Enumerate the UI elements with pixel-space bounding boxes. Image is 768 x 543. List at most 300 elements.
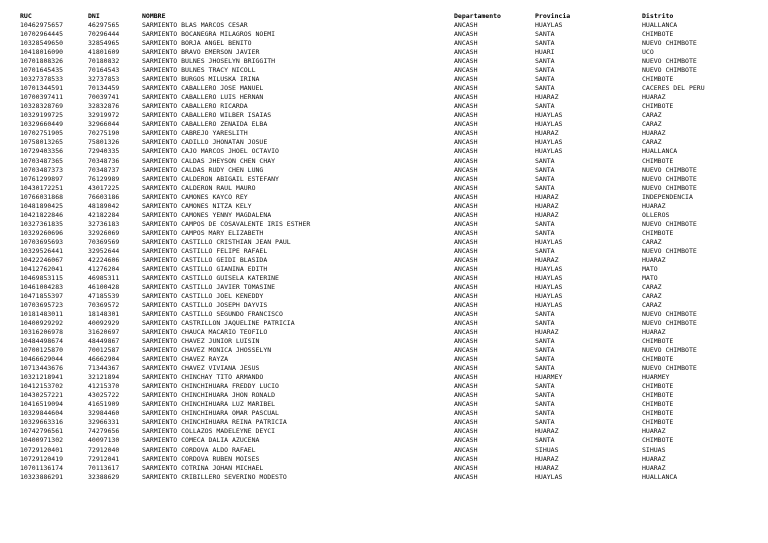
cell-departamento: ANCASH <box>454 328 478 337</box>
cell-distrito: NUEVO CHIMBOTE <box>642 246 697 255</box>
cell-departamento: ANCASH <box>454 436 478 445</box>
table-row <box>0 464 768 473</box>
cell-departamento: ANCASH <box>454 391 478 400</box>
cell-ruc: 10328328769 <box>20 102 64 111</box>
cell-distrito: CHIMBOTE <box>642 400 674 409</box>
cell-dni: 70180832 <box>88 57 120 66</box>
cell-dni: 32388629 <box>88 472 120 481</box>
cell-provincia: HUAYLAS <box>535 264 563 273</box>
cell-nombre: SARMIENTO CASTILLO GIANINA EDITH <box>142 264 268 273</box>
cell-ruc: 10729403356 <box>20 147 64 156</box>
cell-nombre: SARMIENTO CABALLERO RICARDA <box>142 102 248 111</box>
cell-ruc: 10316206978 <box>20 328 64 337</box>
cell-nombre: SARMIENTO CHINCHIHUARA FREDDY LUCIO <box>142 382 279 391</box>
cell-dni: 32966331 <box>88 418 120 427</box>
cell-dni: 71344367 <box>88 364 120 373</box>
cell-dni: 32737853 <box>88 75 120 84</box>
table-row <box>0 292 768 301</box>
cell-provincia: SANTA <box>535 346 555 355</box>
cell-departamento: ANCASH <box>454 192 478 201</box>
table-row <box>0 328 768 337</box>
cell-ruc: 10400929292 <box>20 319 64 328</box>
cell-distrito: MATO <box>642 273 658 282</box>
cell-distrito: UCO <box>642 48 654 57</box>
table-row <box>0 238 768 247</box>
table-row <box>0 283 768 292</box>
cell-dni: 72912040 <box>88 445 120 454</box>
cell-distrito: INDEPENDENCIA <box>642 192 693 201</box>
table-row <box>0 21 768 30</box>
cell-provincia: HUAYLAS <box>535 147 563 156</box>
cell-distrito: NUEVO CHIMBOTE <box>642 66 697 75</box>
cell-ruc: 10703487365 <box>20 156 64 165</box>
cell-ruc: 10481890425 <box>20 201 64 210</box>
cell-distrito: NUEVO CHIMBOTE <box>642 183 697 192</box>
cell-departamento: ANCASH <box>454 418 478 427</box>
cell-distrito: CARAZ <box>642 282 662 291</box>
table-row <box>0 446 768 455</box>
table-row <box>0 93 768 102</box>
cell-departamento: ANCASH <box>454 319 478 328</box>
cell-provincia: SANTA <box>535 75 555 84</box>
cell-departamento: ANCASH <box>454 472 478 481</box>
cell-nombre: SARMIENTO CORDOVA ALDO RAFAEL <box>142 445 256 454</box>
cell-provincia: SANTA <box>535 174 555 183</box>
cell-ruc: 10412762041 <box>20 264 64 273</box>
cell-dni: 74279656 <box>88 427 120 436</box>
cell-departamento: ANCASH <box>454 66 478 75</box>
table-row <box>0 355 768 364</box>
cell-provincia: HUAYLAS <box>535 273 563 282</box>
cell-ruc: 10701808326 <box>20 57 64 66</box>
cell-ruc: 10418016090 <box>20 48 64 57</box>
cell-departamento: ANCASH <box>454 409 478 418</box>
table-row <box>0 418 768 427</box>
cell-provincia: HUARAZ <box>535 192 559 201</box>
cell-departamento: ANCASH <box>454 39 478 48</box>
cell-ruc: 10462975657 <box>20 21 64 30</box>
cell-provincia: SANTA <box>535 246 555 255</box>
cell-dni: 32926069 <box>88 228 120 237</box>
cell-nombre: SARMIENTO CASTILLO GUISELA KATERINE <box>142 273 279 282</box>
cell-ruc: 10703487373 <box>20 165 64 174</box>
cell-distrito: HUARAZ <box>642 201 666 210</box>
table-body <box>0 21 768 482</box>
cell-departamento: ANCASH <box>454 84 478 93</box>
cell-nombre: SARMIENTO CABALLERO WILBER ISAIAS <box>142 111 272 120</box>
cell-provincia: SANTA <box>535 156 555 165</box>
table-row <box>0 175 768 184</box>
cell-distrito: HUALLANCA <box>642 147 678 156</box>
cell-departamento: ANCASH <box>454 129 478 138</box>
cell-provincia: HUARAZ <box>535 93 559 102</box>
cell-departamento: ANCASH <box>454 337 478 346</box>
cell-departamento: ANCASH <box>454 219 478 228</box>
cell-nombre: SARMIENTO CASTRILLON JAQUELINE PATRICIA <box>142 319 295 328</box>
cell-ruc: 10761299897 <box>20 174 64 183</box>
cell-provincia: HUARMEY <box>535 373 563 382</box>
table-row <box>0 75 768 84</box>
cell-departamento: ANCASH <box>454 400 478 409</box>
cell-nombre: SARMIENTO CAMPOS DE COSAVALENTE IRIS ESTHER <box>142 219 311 228</box>
cell-departamento: ANCASH <box>454 364 478 373</box>
cell-nombre: SARMIENTO CASTILLO GEIDI BLASIDA <box>142 255 268 264</box>
cell-nombre: SARMIENTO CHINCHIHUARA REINA PATRICIA <box>142 418 287 427</box>
cell-dni: 70369569 <box>88 237 120 246</box>
cell-dni: 70369572 <box>88 301 120 309</box>
cell-ruc: 10713443676 <box>20 364 64 373</box>
cell-ruc: 10758013265 <box>20 138 64 147</box>
cell-ruc: 10700125870 <box>20 346 64 355</box>
cell-distrito: CHIMBOTE <box>642 436 674 445</box>
cell-ruc: 10701344591 <box>20 84 64 93</box>
cell-distrito: CHIMBOTE <box>642 75 674 84</box>
table-row <box>0 409 768 418</box>
cell-departamento: ANCASH <box>454 21 478 30</box>
cell-nombre: SARMIENTO CALDAS JHEYSON CHEN CHAY <box>142 156 276 165</box>
cell-dni: 41215370 <box>88 382 120 391</box>
cell-distrito: HUARAZ <box>642 255 666 264</box>
cell-ruc: 10703695723 <box>20 301 64 309</box>
cell-dni: 40092929 <box>88 319 120 328</box>
cell-dni: 48189042 <box>88 201 120 210</box>
cell-ruc: 10702964445 <box>20 30 64 39</box>
cell-distrito: HUALLANCA <box>642 21 678 30</box>
cell-provincia: HUAYLAS <box>535 472 563 481</box>
cell-distrito: CHIMBOTE <box>642 382 674 391</box>
cell-nombre: SARMIENTO CAMONES NITZA KELY <box>142 201 252 210</box>
cell-provincia: SANTA <box>535 66 555 75</box>
cell-distrito: HUARAZ <box>642 463 666 472</box>
cell-distrito: HUARAZ <box>642 427 666 436</box>
cell-provincia: HUARAZ <box>535 463 559 472</box>
cell-departamento: ANCASH <box>454 237 478 246</box>
cell-distrito: CHIMBOTE <box>642 30 674 39</box>
cell-nombre: SARMIENTO BLAS MARCOS CESAR <box>142 21 248 30</box>
cell-provincia: SANTA <box>535 39 555 48</box>
table-row <box>0 84 768 93</box>
table-row <box>0 111 768 120</box>
table-row <box>0 193 768 202</box>
cell-departamento: ANCASH <box>454 264 478 273</box>
cell-provincia: HUAYLAS <box>535 301 563 309</box>
cell-distrito: OLLEROS <box>642 210 670 219</box>
cell-provincia: SANTA <box>535 57 555 66</box>
column-header-nombre: NOMBRE <box>142 12 166 20</box>
cell-nombre: SARMIENTO CALDERON ABIGAIL ESTEFANY <box>142 174 279 183</box>
cell-departamento: ANCASH <box>454 228 478 237</box>
cell-distrito: CARAZ <box>642 120 662 129</box>
cell-departamento: ANCASH <box>454 346 478 355</box>
cell-dni: 48449867 <box>88 337 120 346</box>
cell-dni: 70039741 <box>88 93 120 102</box>
table-row <box>0 337 768 346</box>
cell-departamento: ANCASH <box>454 373 478 382</box>
cell-ruc: 10430257221 <box>20 391 64 400</box>
cell-nombre: SARMIENTO CHINCHIHUARA LUZ MARIBEL <box>142 400 276 409</box>
table-row <box>0 274 768 283</box>
cell-ruc: 10766031868 <box>20 192 64 201</box>
cell-provincia: SANTA <box>535 364 555 373</box>
cell-dni: 32966044 <box>88 120 120 129</box>
table-row <box>0 364 768 373</box>
cell-provincia: SANTA <box>535 409 555 418</box>
cell-nombre: SARMIENTO BORJA ANGEL BENITO <box>142 39 252 48</box>
cell-provincia: HUARAZ <box>535 210 559 219</box>
cell-ruc: 10328549650 <box>20 39 64 48</box>
cell-departamento: ANCASH <box>454 273 478 282</box>
column-header-dni: DNI <box>88 12 100 20</box>
table-row <box>0 319 768 328</box>
cell-departamento: ANCASH <box>454 102 478 111</box>
cell-ruc: 10430172251 <box>20 183 64 192</box>
cell-dni: 46985311 <box>88 273 120 282</box>
cell-provincia: SANTA <box>535 391 555 400</box>
cell-distrito: NUEVO CHIMBOTE <box>642 57 697 66</box>
cell-distrito: CHIMBOTE <box>642 418 674 427</box>
cell-dni: 32832876 <box>88 102 120 111</box>
cell-departamento: ANCASH <box>454 282 478 291</box>
cell-nombre: SARMIENTO COLLAZOS MADELEYNE DEYCI <box>142 427 276 436</box>
cell-dni: 41276204 <box>88 264 120 273</box>
table-row <box>0 301 768 310</box>
cell-provincia: SANTA <box>535 319 555 328</box>
cell-nombre: SARMIENTO BULNES TRACY NICOLL <box>142 66 256 75</box>
cell-provincia: HUAYLAS <box>535 120 563 129</box>
cell-departamento: ANCASH <box>454 138 478 147</box>
cell-dni: 70164543 <box>88 66 120 75</box>
cell-distrito: NUEVO CHIMBOTE <box>642 319 697 328</box>
cell-nombre: SARMIENTO CASTILLO CRISTHIAN JEAN PAUL <box>142 237 291 246</box>
cell-dni: 76129989 <box>88 174 120 183</box>
cell-provincia: HUAYLAS <box>535 291 563 300</box>
cell-distrito: HUARAZ <box>642 129 666 138</box>
cell-distrito: MATO <box>642 264 658 273</box>
cell-ruc: 10329260696 <box>20 228 64 237</box>
cell-ruc: 10327361835 <box>20 219 64 228</box>
table-row <box>0 455 768 464</box>
cell-nombre: SARMIENTO CHAVEZ MONICA JHOSSELYN <box>142 346 272 355</box>
cell-provincia: SANTA <box>535 436 555 445</box>
cell-provincia: HUARAZ <box>535 427 559 436</box>
cell-ruc: 10729120401 <box>20 445 64 454</box>
cell-dni: 41801609 <box>88 48 120 57</box>
cell-ruc: 10466629044 <box>20 355 64 364</box>
cell-ruc: 10729120419 <box>20 454 64 463</box>
cell-provincia: SANTA <box>535 84 555 93</box>
cell-nombre: SARMIENTO CHINCHAY TITO ARMANDO <box>142 373 264 382</box>
cell-provincia: SANTA <box>535 382 555 391</box>
column-header-distrito: Distrito <box>642 12 674 20</box>
cell-dni: 70348737 <box>88 165 120 174</box>
table-row <box>0 39 768 48</box>
cell-distrito: NUEVO CHIMBOTE <box>642 174 697 183</box>
table-row <box>0 147 768 156</box>
cell-distrito: HUARAZ <box>642 454 666 463</box>
cell-departamento: ANCASH <box>454 147 478 156</box>
table-row <box>0 382 768 391</box>
cell-dni: 43017225 <box>88 183 120 192</box>
table-row <box>0 400 768 409</box>
table-row <box>0 30 768 39</box>
cell-dni: 46662904 <box>88 355 120 364</box>
cell-nombre: SARMIENTO CASTILLO JAVIER TOMASINE <box>142 282 276 291</box>
cell-ruc: 10327378533 <box>20 75 64 84</box>
cell-departamento: ANCASH <box>454 382 478 391</box>
cell-ruc: 10422246067 <box>20 255 64 264</box>
cell-provincia: HUAYLAS <box>535 138 563 147</box>
table-row <box>0 102 768 111</box>
cell-departamento: ANCASH <box>454 301 478 309</box>
cell-distrito: CARAZ <box>642 237 662 246</box>
cell-dni: 46297565 <box>88 21 120 30</box>
cell-distrito: SIHUAS <box>642 445 666 454</box>
cell-departamento: ANCASH <box>454 174 478 183</box>
cell-dni: 47185539 <box>88 291 120 300</box>
cell-dni: 32952644 <box>88 246 120 255</box>
cell-dni: 32854965 <box>88 39 120 48</box>
table-row <box>0 220 768 229</box>
cell-distrito: CHIMBOTE <box>642 391 674 400</box>
cell-departamento: ANCASH <box>454 210 478 219</box>
cell-ruc: 10323886291 <box>20 472 64 481</box>
table-row <box>0 120 768 129</box>
cell-dni: 72912041 <box>88 454 120 463</box>
cell-dni: 42182284 <box>88 210 120 219</box>
cell-provincia: SANTA <box>535 165 555 174</box>
cell-dni: 70012587 <box>88 346 120 355</box>
table-row <box>0 391 768 400</box>
cell-nombre: SARMIENTO CABALLERO JOSE MANUEL <box>142 84 264 93</box>
cell-departamento: ANCASH <box>454 310 478 319</box>
cell-dni: 41651909 <box>88 400 120 409</box>
cell-departamento: ANCASH <box>454 75 478 84</box>
cell-dni: 43025722 <box>88 391 120 400</box>
data-table <box>0 12 768 482</box>
cell-ruc: 10484498674 <box>20 337 64 346</box>
table-row <box>0 436 768 445</box>
cell-departamento: ANCASH <box>454 93 478 102</box>
cell-departamento: ANCASH <box>454 246 478 255</box>
table-row <box>0 247 768 256</box>
cell-distrito: CARAZ <box>642 111 662 120</box>
cell-departamento: ANCASH <box>454 48 478 57</box>
cell-dni: 42224606 <box>88 255 120 264</box>
cell-nombre: SARMIENTO CAMONES YENNY MAGDALENA <box>142 210 272 219</box>
cell-nombre: SARMIENTO CHAVEZ VIVIANA JESUS <box>142 364 260 373</box>
cell-provincia: SANTA <box>535 355 555 364</box>
cell-nombre: SARMIENTO COMECA DALIA AZUCENA <box>142 436 260 445</box>
cell-dni: 32984460 <box>88 409 120 418</box>
table-row <box>0 265 768 274</box>
cell-dni: 70113617 <box>88 463 120 472</box>
cell-provincia: SANTA <box>535 400 555 409</box>
column-header-ruc: RUC <box>20 12 32 20</box>
cell-ruc: 10329844604 <box>20 409 64 418</box>
cell-distrito: NUEVO CHIMBOTE <box>642 310 697 319</box>
table-row <box>0 473 768 482</box>
table-row <box>0 256 768 265</box>
cell-nombre: SARMIENTO CABALLERO LUIS HERNAN <box>142 93 264 102</box>
cell-departamento: ANCASH <box>454 57 478 66</box>
cell-nombre: SARMIENTO BURGOS MILUSKA IRINA <box>142 75 260 84</box>
cell-ruc: 10700397411 <box>20 93 64 102</box>
cell-ruc: 10469853115 <box>20 273 64 282</box>
cell-provincia: SIHUAS <box>535 445 559 454</box>
cell-distrito: HUARAZ <box>642 328 666 337</box>
cell-departamento: ANCASH <box>454 156 478 165</box>
cell-ruc: 10329660449 <box>20 120 64 129</box>
cell-ruc: 10703695693 <box>20 237 64 246</box>
cell-nombre: SARMIENTO BRAVO EMERSON JAVIER <box>142 48 260 57</box>
table-row <box>0 166 768 175</box>
cell-distrito: NUEVO CHIMBOTE <box>642 346 697 355</box>
cell-ruc: 10400971302 <box>20 436 64 445</box>
cell-provincia: SANTA <box>535 219 555 228</box>
cell-dni: 75801326 <box>88 138 120 147</box>
cell-nombre: SARMIENTO CORDOVA RUBEN MOISES <box>142 454 260 463</box>
cell-dni: 18148301 <box>88 310 120 319</box>
cell-distrito: HUARMEY <box>642 373 670 382</box>
cell-dni: 31620697 <box>88 328 120 337</box>
cell-provincia: HUAYLAS <box>535 237 563 246</box>
table-row <box>0 184 768 193</box>
cell-ruc: 10702751905 <box>20 129 64 138</box>
cell-nombre: SARMIENTO CAJO MARCOS JHOEL OCTAVIO <box>142 147 279 156</box>
cell-dni: 32736183 <box>88 219 120 228</box>
cell-ruc: 10471855397 <box>20 291 64 300</box>
table-row <box>0 427 768 436</box>
cell-provincia: HUARI <box>535 48 555 57</box>
cell-departamento: ANCASH <box>454 183 478 192</box>
cell-departamento: ANCASH <box>454 355 478 364</box>
cell-provincia: SANTA <box>535 418 555 427</box>
cell-provincia: HUARAZ <box>535 201 559 210</box>
cell-departamento: ANCASH <box>454 291 478 300</box>
cell-distrito: CARAZ <box>642 291 662 300</box>
table-row <box>0 202 768 211</box>
cell-distrito: NUEVO CHIMBOTE <box>642 165 697 174</box>
cell-distrito: HUARAZ <box>642 93 666 102</box>
cell-provincia: HUAYLAS <box>535 21 563 30</box>
cell-provincia: SANTA <box>535 310 555 319</box>
cell-dni: 76603186 <box>88 192 120 201</box>
cell-dni: 32919972 <box>88 111 120 120</box>
cell-provincia: SANTA <box>535 183 555 192</box>
column-header-provincia: Provincia <box>535 12 571 20</box>
cell-departamento: ANCASH <box>454 454 478 463</box>
cell-nombre: SARMIENTO BULNES JHOSELYN BRIGGITH <box>142 57 276 66</box>
table-row <box>0 310 768 319</box>
cell-ruc: 10742796561 <box>20 427 64 436</box>
cell-departamento: ANCASH <box>454 30 478 39</box>
cell-ruc: 10421822846 <box>20 210 64 219</box>
cell-provincia: SANTA <box>535 30 555 39</box>
cell-provincia: HUAYLAS <box>535 111 563 120</box>
table-row <box>0 211 768 220</box>
cell-departamento: ANCASH <box>454 120 478 129</box>
cell-nombre: SARMIENTO CABALLERO ZENAIDA ELBA <box>142 120 268 129</box>
cell-nombre: SARMIENTO CALDERON RAUL MAURO <box>142 183 256 192</box>
cell-provincia: HUARAZ <box>535 129 559 138</box>
cell-distrito: CHIMBOTE <box>642 409 674 418</box>
cell-ruc: 10701136174 <box>20 463 64 472</box>
cell-dni: 70348736 <box>88 156 120 165</box>
cell-ruc: 10416519094 <box>20 400 64 409</box>
cell-departamento: ANCASH <box>454 201 478 210</box>
table-row <box>0 229 768 238</box>
table-row <box>0 373 768 382</box>
